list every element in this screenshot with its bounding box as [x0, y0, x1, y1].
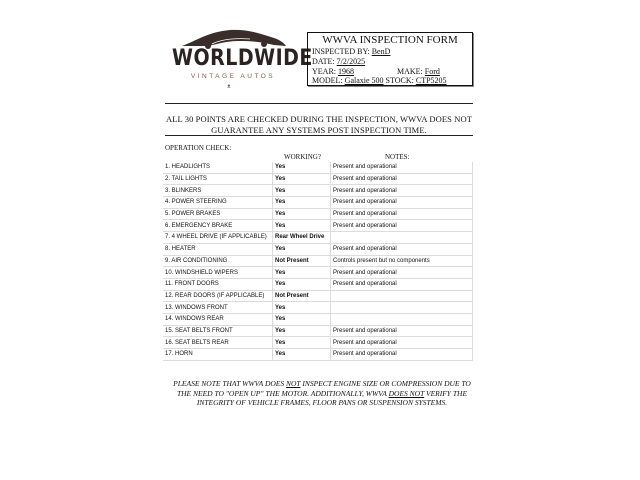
- check-row: [163, 220, 473, 232]
- check-note: Present and operational: [331, 349, 473, 361]
- check-item: 12. REAR DOORS (IF APPLICABLE): [163, 290, 273, 302]
- column-header-working: WORKING?: [284, 153, 321, 161]
- disclaimer-emphasis: NOT: [286, 379, 301, 388]
- disclaimer-text: PLEASE NOTE THAT WWVA DOES: [173, 379, 287, 388]
- inspected-by-label: INSPECTED BY:: [312, 47, 370, 56]
- check-row: [163, 208, 473, 220]
- check-working: Yes: [273, 208, 331, 220]
- inspected-by-value: BenD: [371, 47, 391, 56]
- date-label: DATE:: [312, 57, 335, 66]
- check-row: [163, 185, 473, 197]
- check-item: 4. POWER STEERING: [163, 197, 273, 209]
- check-note: Present and operational: [331, 220, 473, 232]
- check-note: Present and operational: [331, 337, 473, 349]
- check-item: 17. HORN: [163, 349, 273, 361]
- year-label: YEAR:: [312, 67, 336, 76]
- logo-subtitle: VINTAGE AUTOS: [190, 73, 276, 80]
- check-working: Not Present: [273, 255, 331, 267]
- check-working: Rear Wheel Drive: [273, 232, 331, 244]
- check-working: Yes: [273, 220, 331, 232]
- check-note: [331, 313, 473, 325]
- check-note: Present and operational: [331, 197, 473, 209]
- check-row: [163, 173, 473, 185]
- stock-label: STOCK:: [385, 76, 414, 85]
- check-item: 8. HEATER: [163, 243, 273, 255]
- operation-check-table: [163, 162, 473, 361]
- check-working: Yes: [273, 349, 331, 361]
- disclaimer: [160, 379, 484, 408]
- check-item: 1. HEADLIGHTS: [163, 162, 273, 173]
- check-item: 5. POWER BRAKES: [163, 208, 273, 220]
- logo-brand-text: WORLDWIDE: [172, 45, 313, 71]
- check-note: Present and operational: [331, 267, 473, 279]
- notice-line-2: GUARANTEE ANY SYSTEMS POST INSPECTION TIME.: [211, 124, 427, 135]
- check-working: Yes: [273, 302, 331, 314]
- check-item: 16. SEAT BELTS REAR: [163, 337, 273, 349]
- check-working: Yes: [273, 243, 331, 255]
- check-row: [163, 290, 473, 302]
- stock-value: CTP5205: [415, 76, 447, 85]
- company-logo: [172, 26, 313, 92]
- check-note: Present and operational: [331, 185, 473, 197]
- make-value: Ford: [424, 67, 440, 76]
- disclaimer-line-2: [160, 389, 484, 399]
- check-working: Yes: [273, 197, 331, 209]
- model-value: Galaxie 500: [344, 76, 384, 85]
- check-row: [163, 337, 473, 349]
- check-working: Yes: [273, 313, 331, 325]
- check-row: [163, 197, 473, 209]
- check-item: 7. 4 WHEEL DRIVE (IF APPLICABLE): [163, 232, 273, 244]
- check-row: [163, 302, 473, 314]
- check-row: [163, 278, 473, 290]
- disclaimer-emphasis: DOES NOT: [388, 388, 425, 398]
- check-working: Yes: [273, 173, 331, 185]
- check-row: [163, 243, 473, 255]
- check-note: [331, 302, 473, 314]
- check-working: Yes: [273, 337, 331, 349]
- inspection-notice: [165, 114, 473, 135]
- date-line: [312, 57, 365, 67]
- check-note: Present and operational: [331, 243, 473, 255]
- check-item: 2. TAIL LIGHTS: [163, 173, 273, 185]
- check-item: 11. FRONT DOORS: [163, 278, 273, 290]
- form-title: WWVA INSPECTION FORM: [322, 34, 458, 46]
- check-item: 13. WINDOWS FRONT: [163, 302, 273, 314]
- model-label: MODEL:: [312, 76, 343, 85]
- check-row: [163, 349, 473, 361]
- check-row: [163, 313, 473, 325]
- check-working: Yes: [273, 278, 331, 290]
- check-working: Yes: [273, 162, 331, 173]
- date-value: 7/2/2025: [336, 57, 366, 66]
- inspection-info-box: [307, 32, 473, 86]
- disclaimer-line-3: INTEGRITY OF VEHICLE FRAMES, FLOOR PANS OR SUSPENSION SYSTEMS.: [196, 398, 448, 407]
- operation-check-label: OPERATION CHECK:: [165, 144, 232, 152]
- check-note: Present and operational: [331, 278, 473, 290]
- check-working: Yes: [273, 267, 331, 279]
- check-working: Not Present: [273, 290, 331, 302]
- divider-top: [165, 103, 473, 104]
- check-note: [331, 290, 473, 302]
- check-note: Present and operational: [331, 173, 473, 185]
- check-item: 9. AIR CONDITIONING: [163, 255, 273, 267]
- column-header-notes: NOTES:: [385, 153, 410, 161]
- check-item: 3. BLINKERS: [163, 185, 273, 197]
- year-value: 1968: [338, 67, 354, 76]
- make-label: MAKE:: [397, 67, 423, 76]
- check-working: Yes: [273, 325, 331, 337]
- notice-line-1: ALL 30 POINTS ARE CHECKED DURING THE INSPECTION, WWVA DOES NOT: [166, 114, 472, 124]
- check-note: Present and operational: [331, 162, 473, 173]
- check-row: [163, 255, 473, 267]
- inspected-by-line: [312, 47, 390, 57]
- check-row: [163, 162, 473, 173]
- model-stock-line: [312, 76, 447, 86]
- disclaimer-line-1: [160, 379, 484, 389]
- check-row: [163, 267, 473, 279]
- disclaimer-text: THE NEED TO "OPEN UP" THE MOTOR. ADDITIONALLY, WWVA: [176, 388, 389, 398]
- check-note: Present and operational: [331, 208, 473, 220]
- disclaimer-text: INSPECT ENGINE SIZE OR COMPRESSION DUE TO: [300, 379, 471, 388]
- check-row: [163, 325, 473, 337]
- check-note: [331, 232, 473, 244]
- disclaimer-text: VERIFY THE: [424, 388, 468, 398]
- check-item: 10. WINDSHIELD WIPERS: [163, 267, 273, 279]
- logo-mark-icon: ᴥ: [227, 83, 231, 90]
- check-item: 14. WINDOWS REAR: [163, 313, 273, 325]
- check-item: 6. EMERGENCY BRAKE: [163, 220, 273, 232]
- divider-bottom: [165, 135, 473, 136]
- check-note: Present and operational: [331, 325, 473, 337]
- check-working: Yes: [273, 185, 331, 197]
- check-item: 15. SEAT BELTS FRONT: [163, 325, 273, 337]
- check-note: Controls present but no components: [331, 255, 473, 267]
- check-row: [163, 232, 473, 244]
